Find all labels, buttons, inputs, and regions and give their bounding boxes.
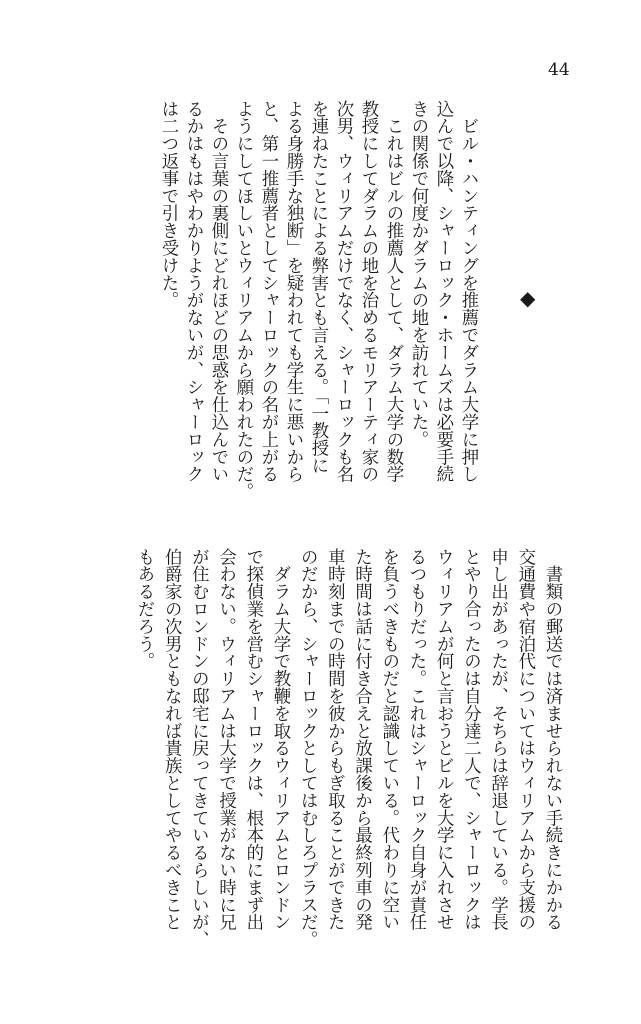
text-line: 教授にしてダラムの地を治めるモリアーティ家の [358,100,378,483]
text-line: きの関係で何度かダラムの地を訪れていた。 [408,100,428,448]
text-line: が住むロンドンの邸宅に戻ってきているらしいが、 [188,548,209,949]
text-line: その言葉の裏側にどれほどの思惑を仕込んでい [208,100,228,483]
text-line: ビル・ハンティングを推薦でダラム大学に押し [458,100,478,483]
text-block-bottom [130,548,565,948]
text-line: 交通費や宿泊代についてはウィリアムから支援の [514,548,535,931]
text-line: るつもりだった。これはシャーロック自身が責任 [405,548,426,931]
text-line: は二つ返事で引き受けた。 [158,100,178,309]
text-line: を連ねたことによる弊害とも言える。「一教授に [308,100,328,475]
text-block-top [155,100,480,501]
text-line: るかはもはやわかりようがないが、シャーロック [183,100,203,483]
text-line: もあるだろう。 [133,548,154,670]
text-line: た時間は話に付き合えと放課後から最終列車の発 [351,548,372,931]
page-number: 44 [548,60,570,80]
section-break-diamond: ◆ [520,286,536,310]
text-line: よる身勝手な独断」を疑われても学生に悪いから [283,100,303,483]
text-line: 会わない。ウィリアムは大学で授業がない時に兄 [215,548,236,931]
text-line: 伯爵家の次男ともなれば貴族としてやるべきこと [161,548,182,931]
text-line: ウィリアムが何と言おうとビルを大学に入れさせ [433,548,454,931]
text-line: ようにしてほしいとウィリアムから願われたのだ。 [233,100,253,501]
text-line: ダラム大学で教鞭を取るウィリアムとロンドン [269,548,290,931]
text-line: と、第一推薦者としてシャーロックの名が上がる [258,100,278,483]
text-line: 次男、ウィリアムだけでなく、シャーロックも名 [333,100,353,483]
text-line: 書類の郵送では済ませられない手続きにかかる [542,548,562,931]
text-line: 申し出があったが、そちらは辞退している。学長 [487,548,508,931]
text-line: で探偵業を営むシャーロックは、根本的にまず出 [242,548,263,931]
text-line: 込んで以降、シャーロック・ホームズは必要手続 [433,100,453,483]
text-line: を負うべきものだと認識している。代わりに空い [378,548,399,931]
text-line: のだから、シャーロックとしてはむしろプラスだ。 [297,548,318,949]
text-line: 車時刻までの時間を彼からもぎ取ることができた [324,548,345,931]
text-line: これはビルの推薦人として、ダラム大学の数学 [383,100,403,483]
text-line: とやり合ったのは自分達二人で、シャーロックは [460,548,481,931]
